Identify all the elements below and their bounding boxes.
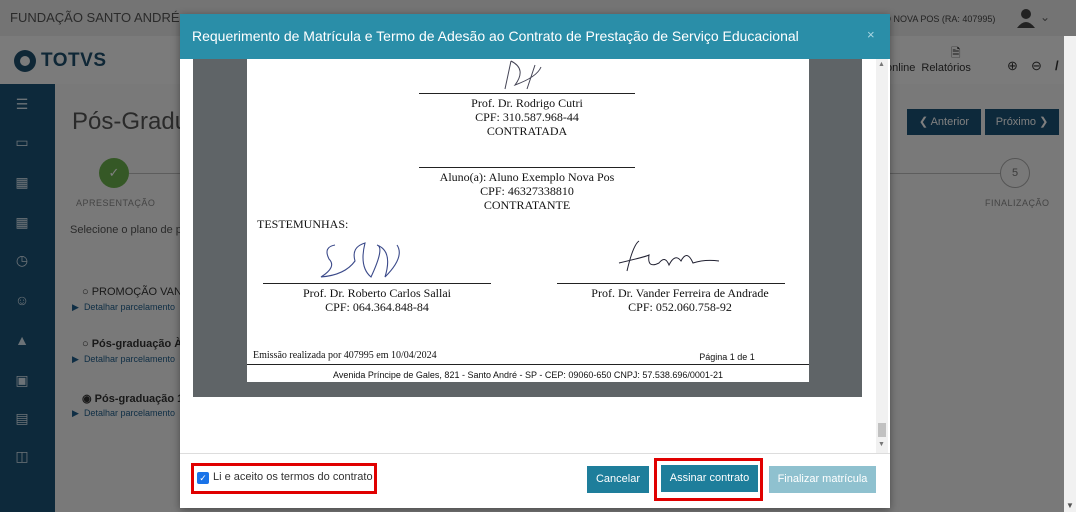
terms-checkbox[interactable]: ✓ bbox=[197, 472, 209, 484]
signature-line bbox=[419, 93, 635, 94]
witness2-name: Prof. Dr. Vander Ferreira de Andrade bbox=[591, 286, 769, 300]
signature-line bbox=[419, 167, 635, 168]
aluno-cpf: CPF: 46327338810 bbox=[480, 184, 574, 198]
modal-header bbox=[180, 14, 890, 59]
contratada-cpf: CPF: 310.587.968-44 bbox=[475, 110, 579, 124]
page-scrollbar[interactable] bbox=[1064, 36, 1076, 512]
scroll-down-arrow-icon[interactable]: ▼ bbox=[1066, 501, 1074, 510]
sign-contract-button[interactable]: Assinar contrato bbox=[661, 465, 758, 492]
signature-line bbox=[557, 283, 785, 284]
address-text: Avenida Príncipe de Gales, 821 - Santo André - SP - CEP: 09060-650 CNPJ: 57.538.696/0001-21 bbox=[333, 370, 723, 380]
terms-highlight bbox=[191, 463, 377, 494]
contratada-role: CONTRATADA bbox=[486, 124, 568, 138]
cancel-button[interactable]: Cancelar bbox=[587, 466, 649, 493]
witness1-name: Prof. Dr. Roberto Carlos Sallai bbox=[303, 286, 451, 300]
page-info: Página 1 de 1 bbox=[699, 352, 755, 362]
terms-label[interactable]: Li e aceito os termos do contrato bbox=[213, 471, 373, 483]
aluno-role: CONTRATANTE bbox=[483, 198, 571, 212]
modal-title: Requerimento de Matrícula e Termo de Adesão ao Contrato de Prestação de Serviço Educacional bbox=[192, 28, 799, 44]
signature-witness2-icon bbox=[615, 235, 725, 279]
signature-witness1-icon bbox=[315, 237, 411, 285]
scroll-down-arrow-icon[interactable]: ▼ bbox=[878, 441, 885, 448]
footer-line bbox=[247, 364, 809, 365]
witness1-cpf: CPF: 064.364.848-84 bbox=[325, 300, 429, 314]
contract-page bbox=[247, 59, 809, 382]
contratada-name: Prof. Dr. Rodrigo Cutri bbox=[471, 96, 583, 110]
emission-text: Emissão realizada por 407995 em 10/04/2024 bbox=[253, 350, 437, 361]
footer-divider bbox=[180, 453, 890, 454]
scrollbar-thumb[interactable] bbox=[878, 423, 886, 437]
contract-modal bbox=[180, 14, 890, 508]
witness2-cpf: CPF: 052.060.758-92 bbox=[628, 300, 732, 314]
finish-enrollment-button[interactable]: Finalizar matrícula bbox=[769, 466, 876, 493]
witnesses-heading: TESTEMUNHAS: bbox=[257, 217, 349, 231]
document-viewer[interactable] bbox=[193, 59, 862, 397]
close-icon[interactable]: × bbox=[867, 27, 875, 42]
scroll-up-arrow-icon[interactable]: ▲ bbox=[878, 61, 885, 68]
signature-contratada-icon bbox=[497, 59, 557, 95]
signature-line bbox=[263, 283, 491, 284]
modal-scrollbar[interactable] bbox=[876, 59, 888, 453]
aluno-name: Aluno(a): Aluno Exemplo Nova Pos bbox=[439, 170, 615, 184]
